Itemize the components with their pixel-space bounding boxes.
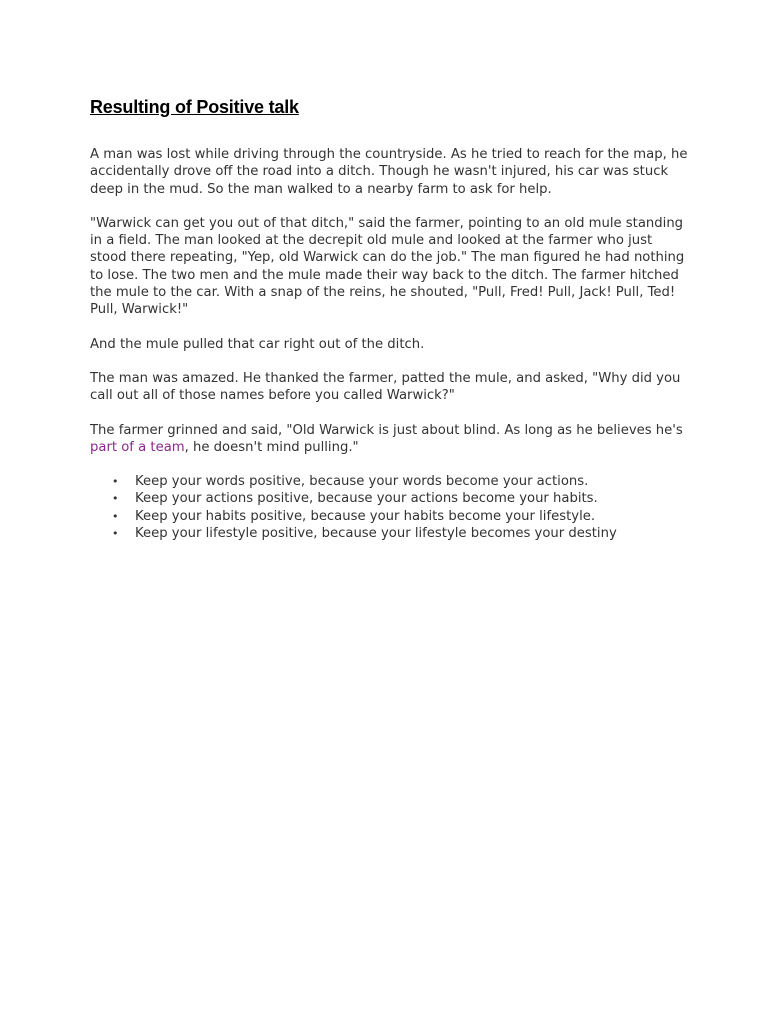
- paragraph-5: [90, 422, 690, 457]
- list-item: [90, 525, 690, 542]
- paragraph-5-text-after: , he doesn't mind pulling.": [184, 439, 359, 455]
- list-item-text: Keep your words positive, because your words become your actions.: [135, 474, 589, 490]
- paragraph-2: "Warwick can get you out of that ditch," said the farmer, pointing to an old mule standing in a field. The man looked at the decrepit old mule and looked at the farmer who just stood there repeating, "Yep, old Warwick can do the job." The man figured he had nothing to lose. The two men and the mule made their way back to the ditch. The farmer hitched the mule to the car. With a snap of the reins, he shouted, "Pull, Fred! Pull, Jack! Pull, Ted! Pull, Warwick!": [90, 215, 685, 318]
- paragraph-1: A man was lost while driving through the countryside. As he tried to reach for the map, he accidentally drove off the road into a ditch. Though he wasn't injured, his car was stuck deep in the mud. So the man walked to a nearby farm to ask for help.: [90, 147, 688, 197]
- list-item: [90, 473, 690, 490]
- bullet-icon: •: [112, 492, 119, 506]
- document-title: Resulting of Positive talk: [90, 97, 299, 117]
- list-item-text: Keep your actions positive, because your actions become your habits.: [135, 491, 598, 507]
- bullet-icon: •: [112, 509, 119, 523]
- document-page: [90, 96, 690, 542]
- bullet-icon: •: [112, 527, 119, 541]
- list-item-text: Keep your lifestyle positive, because your lifestyle becomes your destiny: [135, 526, 617, 542]
- positive-tips-list: [90, 473, 690, 542]
- list-item-text: Keep your habits positive, because your habits become your lifestyle.: [135, 508, 596, 524]
- paragraph-3: And the mule pulled that car right out of the ditch.: [90, 336, 425, 352]
- part-of-a-team-link[interactable]: part of a team: [90, 439, 185, 455]
- paragraph-4: The man was amazed. He thanked the farmer, patted the mule, and asked, "Why did you call out all of those names before you called Warwick?": [90, 370, 681, 404]
- bullet-icon: •: [112, 475, 119, 489]
- paragraph-5-text-before: The farmer grinned and said, "Old Warwick is just about blind. As long as he believes he's: [90, 422, 683, 438]
- list-item: [90, 490, 690, 507]
- list-item: [90, 508, 690, 525]
